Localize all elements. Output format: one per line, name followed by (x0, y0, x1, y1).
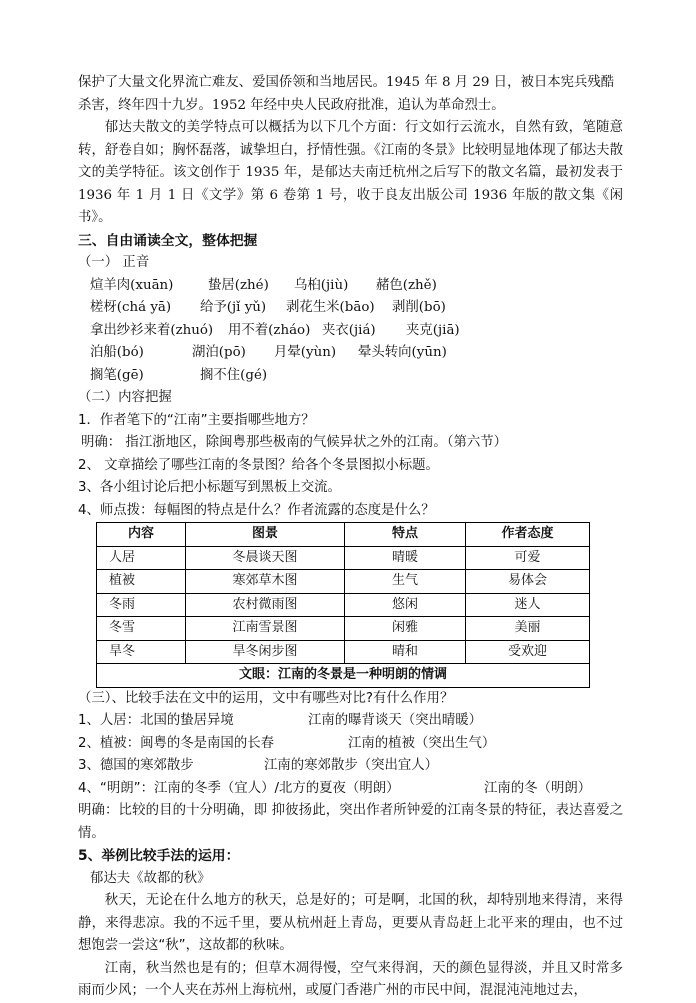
table-row (97, 593, 590, 617)
pinyin-item: 搁不住(gé) (200, 367, 268, 383)
table-cell: 易体会 (466, 570, 590, 594)
comparison-right: 江南的冬（明朗） (484, 780, 592, 796)
table-row (97, 546, 590, 570)
table-header: 特点 (345, 523, 466, 547)
pinyin-row-5 (78, 365, 623, 388)
comparison-right: 江南的曝背谈天（突出晴暖） (308, 713, 483, 728)
pinyin-item: 赭色(zhě) (376, 277, 437, 293)
comparison-left: 2、植被：闽粤的冬是南国的长春 (78, 735, 274, 751)
comparison-item-2 (78, 733, 623, 756)
example-paragraph-2: 江南，秋当然也是有的；但草木凋得慢，空气来得润，天的颜色显得淡，并且又时常多雨而少风；一个人夹在苏州上海杭州，或厦门香港广州的市民中间，混混沌沌地过去， (78, 960, 623, 998)
table-cell: 人居 (97, 546, 186, 570)
table-footer-cell: 文眼：江南的冬景是一种明朗的情调 (97, 664, 590, 688)
comparison-title: （三）、比较手法在文中的运用，文中有哪些对比?有什么作用？ (78, 690, 454, 706)
table-cell: 冬雪 (97, 617, 186, 641)
table-footer-row (97, 664, 590, 688)
pinyin-item: 夹衣(jiá) (322, 322, 376, 338)
table-row (97, 617, 590, 641)
winter-scenes-table (96, 522, 590, 688)
table-cell: 晴和 (345, 640, 466, 664)
comparison-item-4 (78, 778, 623, 801)
comparison-right: 江南的植被（突出生气） (348, 735, 496, 751)
table-cell: 寒郊草木图 (186, 570, 345, 594)
table-cell: 植被 (97, 570, 186, 594)
question-4: 4、师点拨：每幅图的特点是什么？作者流露的态度是什么？ (78, 502, 435, 518)
table-cell: 受欢迎 (466, 640, 590, 664)
table-cell: 闲雅 (345, 617, 466, 641)
pinyin-item: 拿出纱衫来着(zhuó) (90, 322, 214, 338)
question-3: 3、各小组讨论后把小标题写到黑板上交流。 (78, 480, 341, 495)
table-header: 作者态度 (466, 523, 590, 547)
table-row (97, 640, 590, 664)
pinyin-item: 搁笔(gē) (90, 367, 144, 383)
question-2: 2、 文章描绘了哪些江南的冬景图？给各个冬景图拟小标题。 (78, 457, 439, 473)
pinyin-item: 剥花生米(bāo) (286, 300, 375, 315)
pinyin-item: 剥削(bō) (392, 300, 446, 315)
table-cell: 冬晨谈天图 (186, 546, 345, 570)
pinyin-item: 蛰居(zhé) (208, 277, 269, 293)
subsection-pronunciation: （一） 正音 (78, 255, 150, 270)
pinyin-row-1 (78, 275, 623, 298)
table-cell: 晴暖 (345, 546, 466, 570)
pinyin-item: 夹克(jiā) (406, 322, 460, 338)
table-cell: 可爱 (466, 546, 590, 570)
table-cell: 美丽 (466, 617, 590, 641)
table-cell: 农村微雨图 (186, 593, 345, 617)
document-page (78, 72, 623, 1003)
pinyin-item: 湖泊(pō) (192, 345, 246, 360)
comparison-left: 1、人居：北国的蛰居异境 (78, 713, 234, 728)
intro-line-1: 保护了大量文化界流亡难友、爱国侨领和当地居民。1945 年 8 月 29 日，被日本宪兵残酷 (78, 75, 615, 90)
table-header-row (97, 523, 590, 547)
pinyin-item: 用不着(zháo) (228, 322, 311, 338)
section-5-title: 5、举例比较手法的运用： (78, 848, 240, 864)
intro-paragraph-2: 郁达夫散文的美学特点可以概括为以下几个方面：行文如行云流水，自然有致，笔随意转，舒卷自如；胸怀磊落，诚挚坦白，抒情性强。《江南的冬景》比较明显地体现了郁达夫散文的美学特征。该文创作于 1935 年，是郁达夫南迁杭州之后写下的散文名篇，最初发表于 1936 年 1 月 1 日《文学》第 6 卷第 1 号，收于良友出版公司 1936 年版的散文集《闲书》。 (78, 120, 623, 225)
example-paragraph-1: 秋天，无论在什么地方的秋天，总是好的；可是啊，北国的秋，却特别地来得清，来得静，来得悲凉。我的不远千里，要从杭州赶上青岛，更要从青岛赶上北平来的理由，也不过想饱尝一尝这“秋”，这故都的秋味。 (78, 893, 623, 953)
table-header: 内容 (97, 523, 186, 547)
comparison-right: 江南的寒郊散步（突出宜人） (264, 758, 439, 773)
table-cell: 生气 (345, 570, 466, 594)
pinyin-item: 乌桕(jiù) (294, 277, 349, 293)
comparison-left: 3、德国的寒郊散步 (78, 758, 194, 773)
table-cell: 悠闲 (345, 593, 466, 617)
pinyin-row-2 (78, 297, 623, 320)
comparison-item-3 (78, 755, 623, 778)
pinyin-item: 煊羊肉(xuān) (90, 277, 174, 293)
comparison-left: 4、“明朗”：江南的冬季（宜人）/北方的夏夜（明朗） (78, 780, 400, 796)
table-cell: 旱冬 (97, 640, 186, 664)
pinyin-item: 泊船(bó) (90, 345, 144, 360)
pinyin-item: 给予(jǐ yǔ) (200, 300, 267, 315)
table-cell: 旱冬闲步图 (186, 640, 345, 664)
subsection-content: （二）内容把握 (78, 390, 172, 405)
pinyin-item: 月晕(yùn) (274, 345, 337, 360)
pinyin-row-4 (78, 342, 623, 365)
table-header: 图景 (186, 523, 345, 547)
table-cell: 江南雪景图 (186, 617, 345, 641)
pinyin-item: 晕头转向(yūn) (358, 345, 447, 360)
pinyin-item: 槎枒(chá yā) (90, 300, 172, 315)
table-cell: 冬雨 (97, 593, 186, 617)
section-3-title: 三、自由诵读全文，整体把握 (78, 232, 258, 249)
answer-1: 明确： 指江浙地区，除闽粤那些极南的气候异状之外的江南。（第六节） (81, 435, 508, 450)
pinyin-row-3 (78, 320, 623, 343)
intro-line-2: 杀害，终年四十九岁。1952 年经中央人民政府批准，追认为革命烈士。 (78, 97, 505, 113)
example-source: 郁达夫《故都的秋》 (90, 870, 211, 886)
table-row (97, 570, 590, 594)
comparison-item-1 (78, 710, 623, 733)
comparison-conclusion: 明确：比较的目的十分明确，即 抑彼扬此，突出作者所钟爱的江南冬景的特征，表达喜爱之情。 (78, 803, 623, 841)
question-1: 1．作者笔下的“江南”主要指哪些地方？ (78, 412, 315, 428)
table-cell: 迷人 (466, 593, 590, 617)
